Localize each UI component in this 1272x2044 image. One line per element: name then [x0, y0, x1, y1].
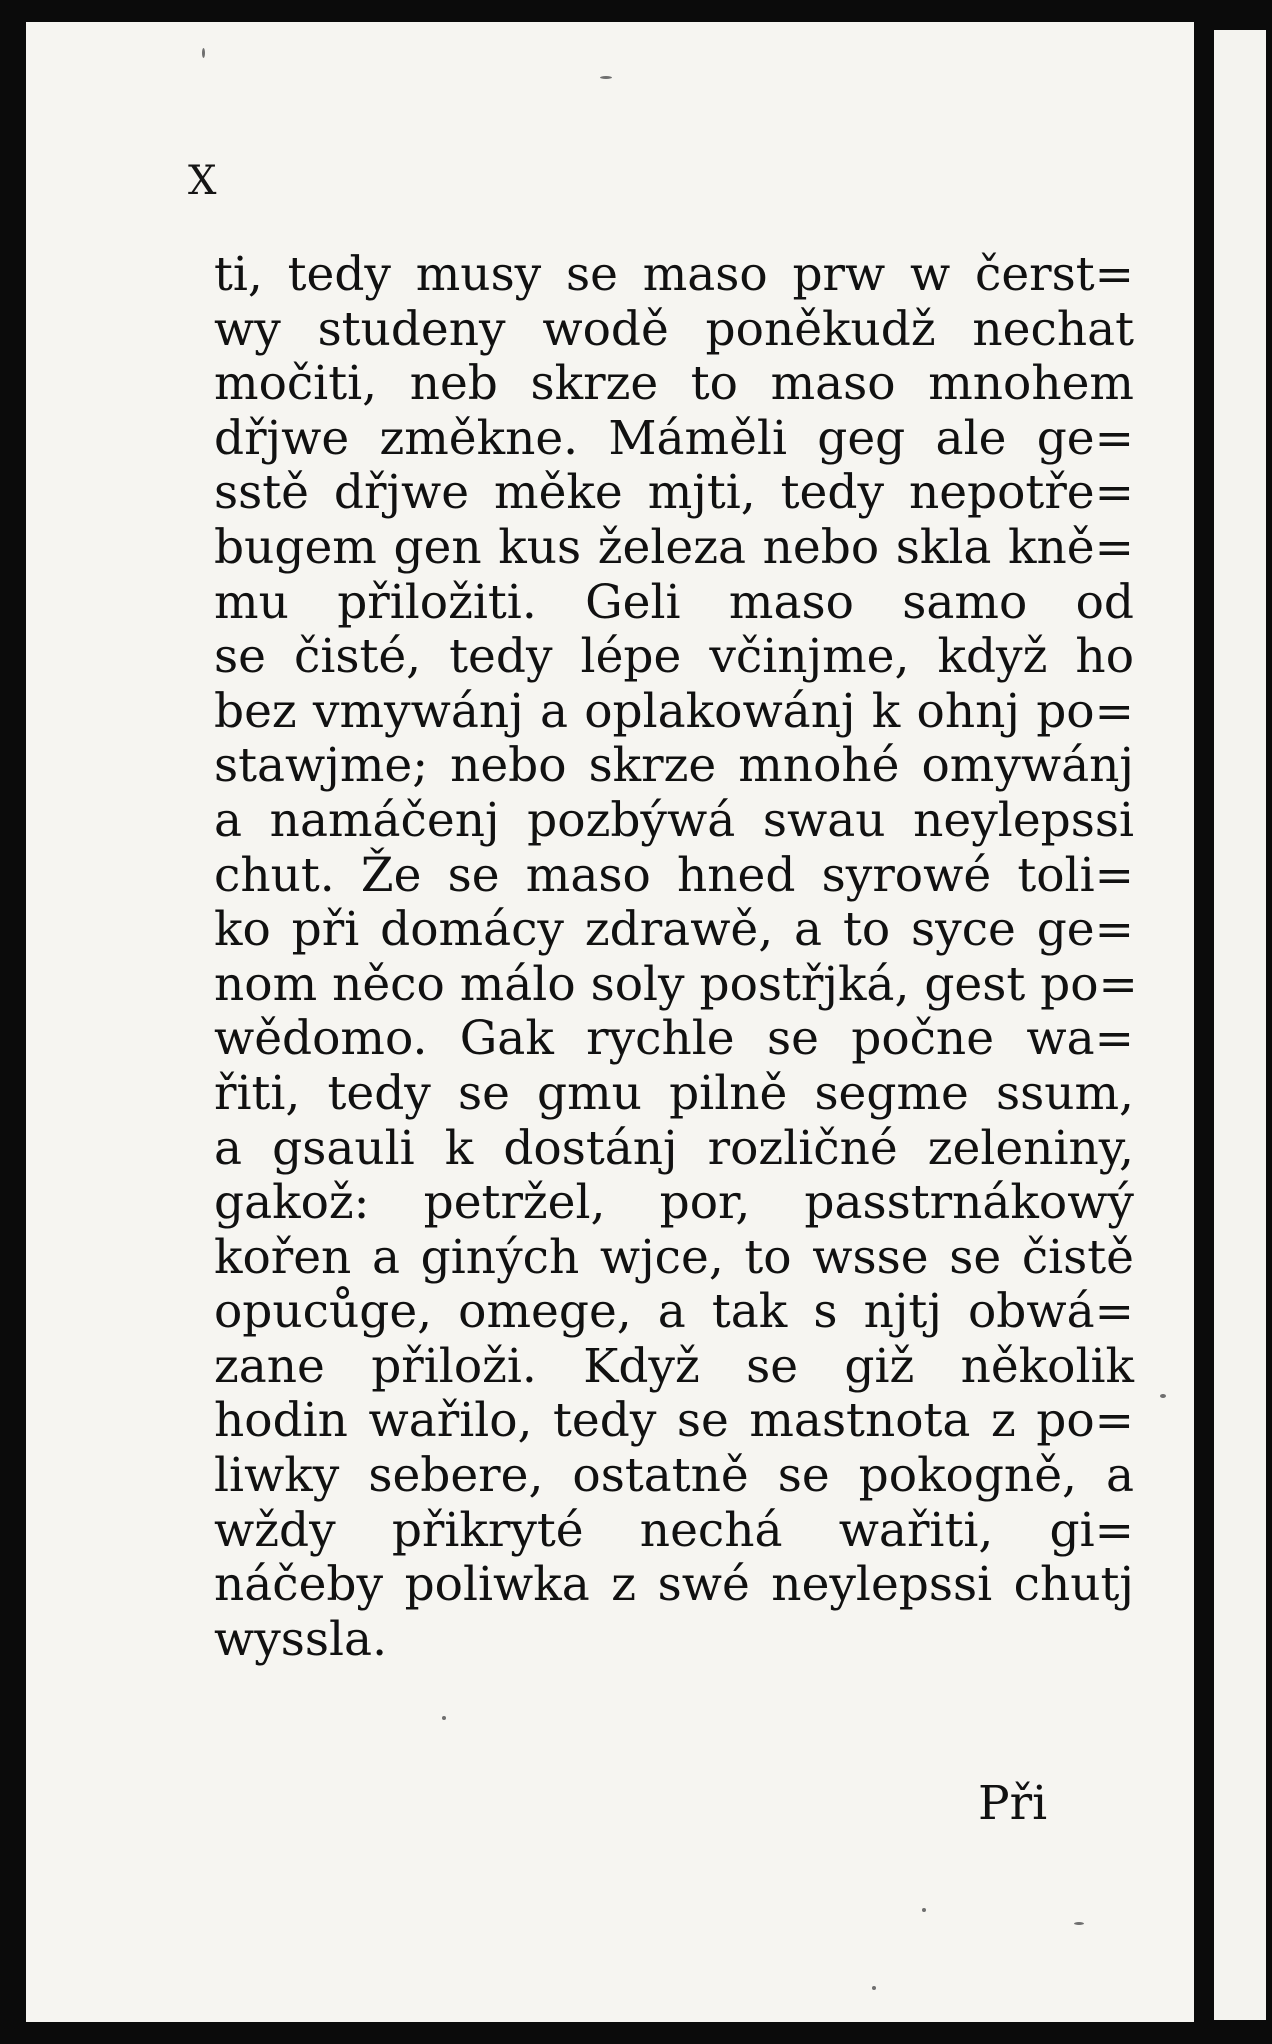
text-line: a namáčenj pozbýwá swau neylepssi [214, 792, 1134, 848]
text-line: nom něco málo soly postřjká, gest po= [214, 956, 1138, 1012]
text-line: gakož: petržel, por, passtrnákowý [214, 1175, 1134, 1231]
text-line: dřjwe změkne. Máměli geg ale ge= [214, 410, 1134, 466]
text-line: náčeby poliwka z swé neylepssi chutj [214, 1557, 1134, 1613]
text-line: stawjme; nebo skrze mnohé omywánj [214, 738, 1134, 794]
text-line: liwky sebere, ostatně se pokogně, a [214, 1448, 1134, 1504]
next-page-edge [1214, 30, 1266, 2020]
ink-speck [442, 1716, 446, 1720]
body-text [214, 247, 1138, 1667]
ink-speck [202, 48, 205, 58]
ink-speck [600, 76, 612, 79]
text-line: mu přiložiti. Geli maso samo od [214, 574, 1134, 630]
text-line: bez vmywánj a oplakowánj k ohnj po= [214, 683, 1134, 739]
text-line: ti, tedy musy se maso prw w čerst= [214, 247, 1134, 302]
ink-speck [1074, 1922, 1084, 1925]
text-line: wyssla. [214, 1611, 388, 1667]
text-line: wědomo. Gak rychle se počne wa= [214, 1011, 1134, 1067]
text-line: řiti, tedy se gmu pilně segme ssum, [214, 1065, 1134, 1121]
ink-speck [872, 1986, 876, 1990]
text-line: a gsauli k dostánj rozličné zeleniny, [214, 1120, 1134, 1176]
catchword: Při [978, 1776, 1048, 1831]
text-line: chut. Že se maso hned syrowé toli= [214, 847, 1134, 903]
text-line: ko při domácy zdrawě, a to syce ge= [214, 902, 1134, 958]
text-line: sstě dřjwe měke mjti, tedy nepotře= [214, 465, 1134, 521]
text-line: hodin wařilo, tedy se mastnota z po= [214, 1393, 1134, 1449]
text-line: wy studeny wodě poněkudž nechat [214, 301, 1134, 357]
text-line: wždy přikryté nechá wařiti, gi= [214, 1502, 1134, 1558]
page-number: X [188, 158, 218, 204]
text-line: močiti, neb skrze to maso mnohem [214, 356, 1134, 412]
text-line: se čisté, tedy lépe včinjme, když ho [214, 629, 1134, 685]
ink-speck [1160, 1394, 1166, 1398]
text-line: kořen a giných wjce, to wsse se čistě [214, 1229, 1134, 1285]
text-line: zane přiloži. Když se giž několik [214, 1338, 1134, 1394]
ink-speck [922, 1908, 926, 1912]
text-line: opucůge, omege, a tak s njtj obwá= [214, 1284, 1134, 1340]
text-line: bugem gen kus železa nebo skla kně= [214, 519, 1134, 575]
